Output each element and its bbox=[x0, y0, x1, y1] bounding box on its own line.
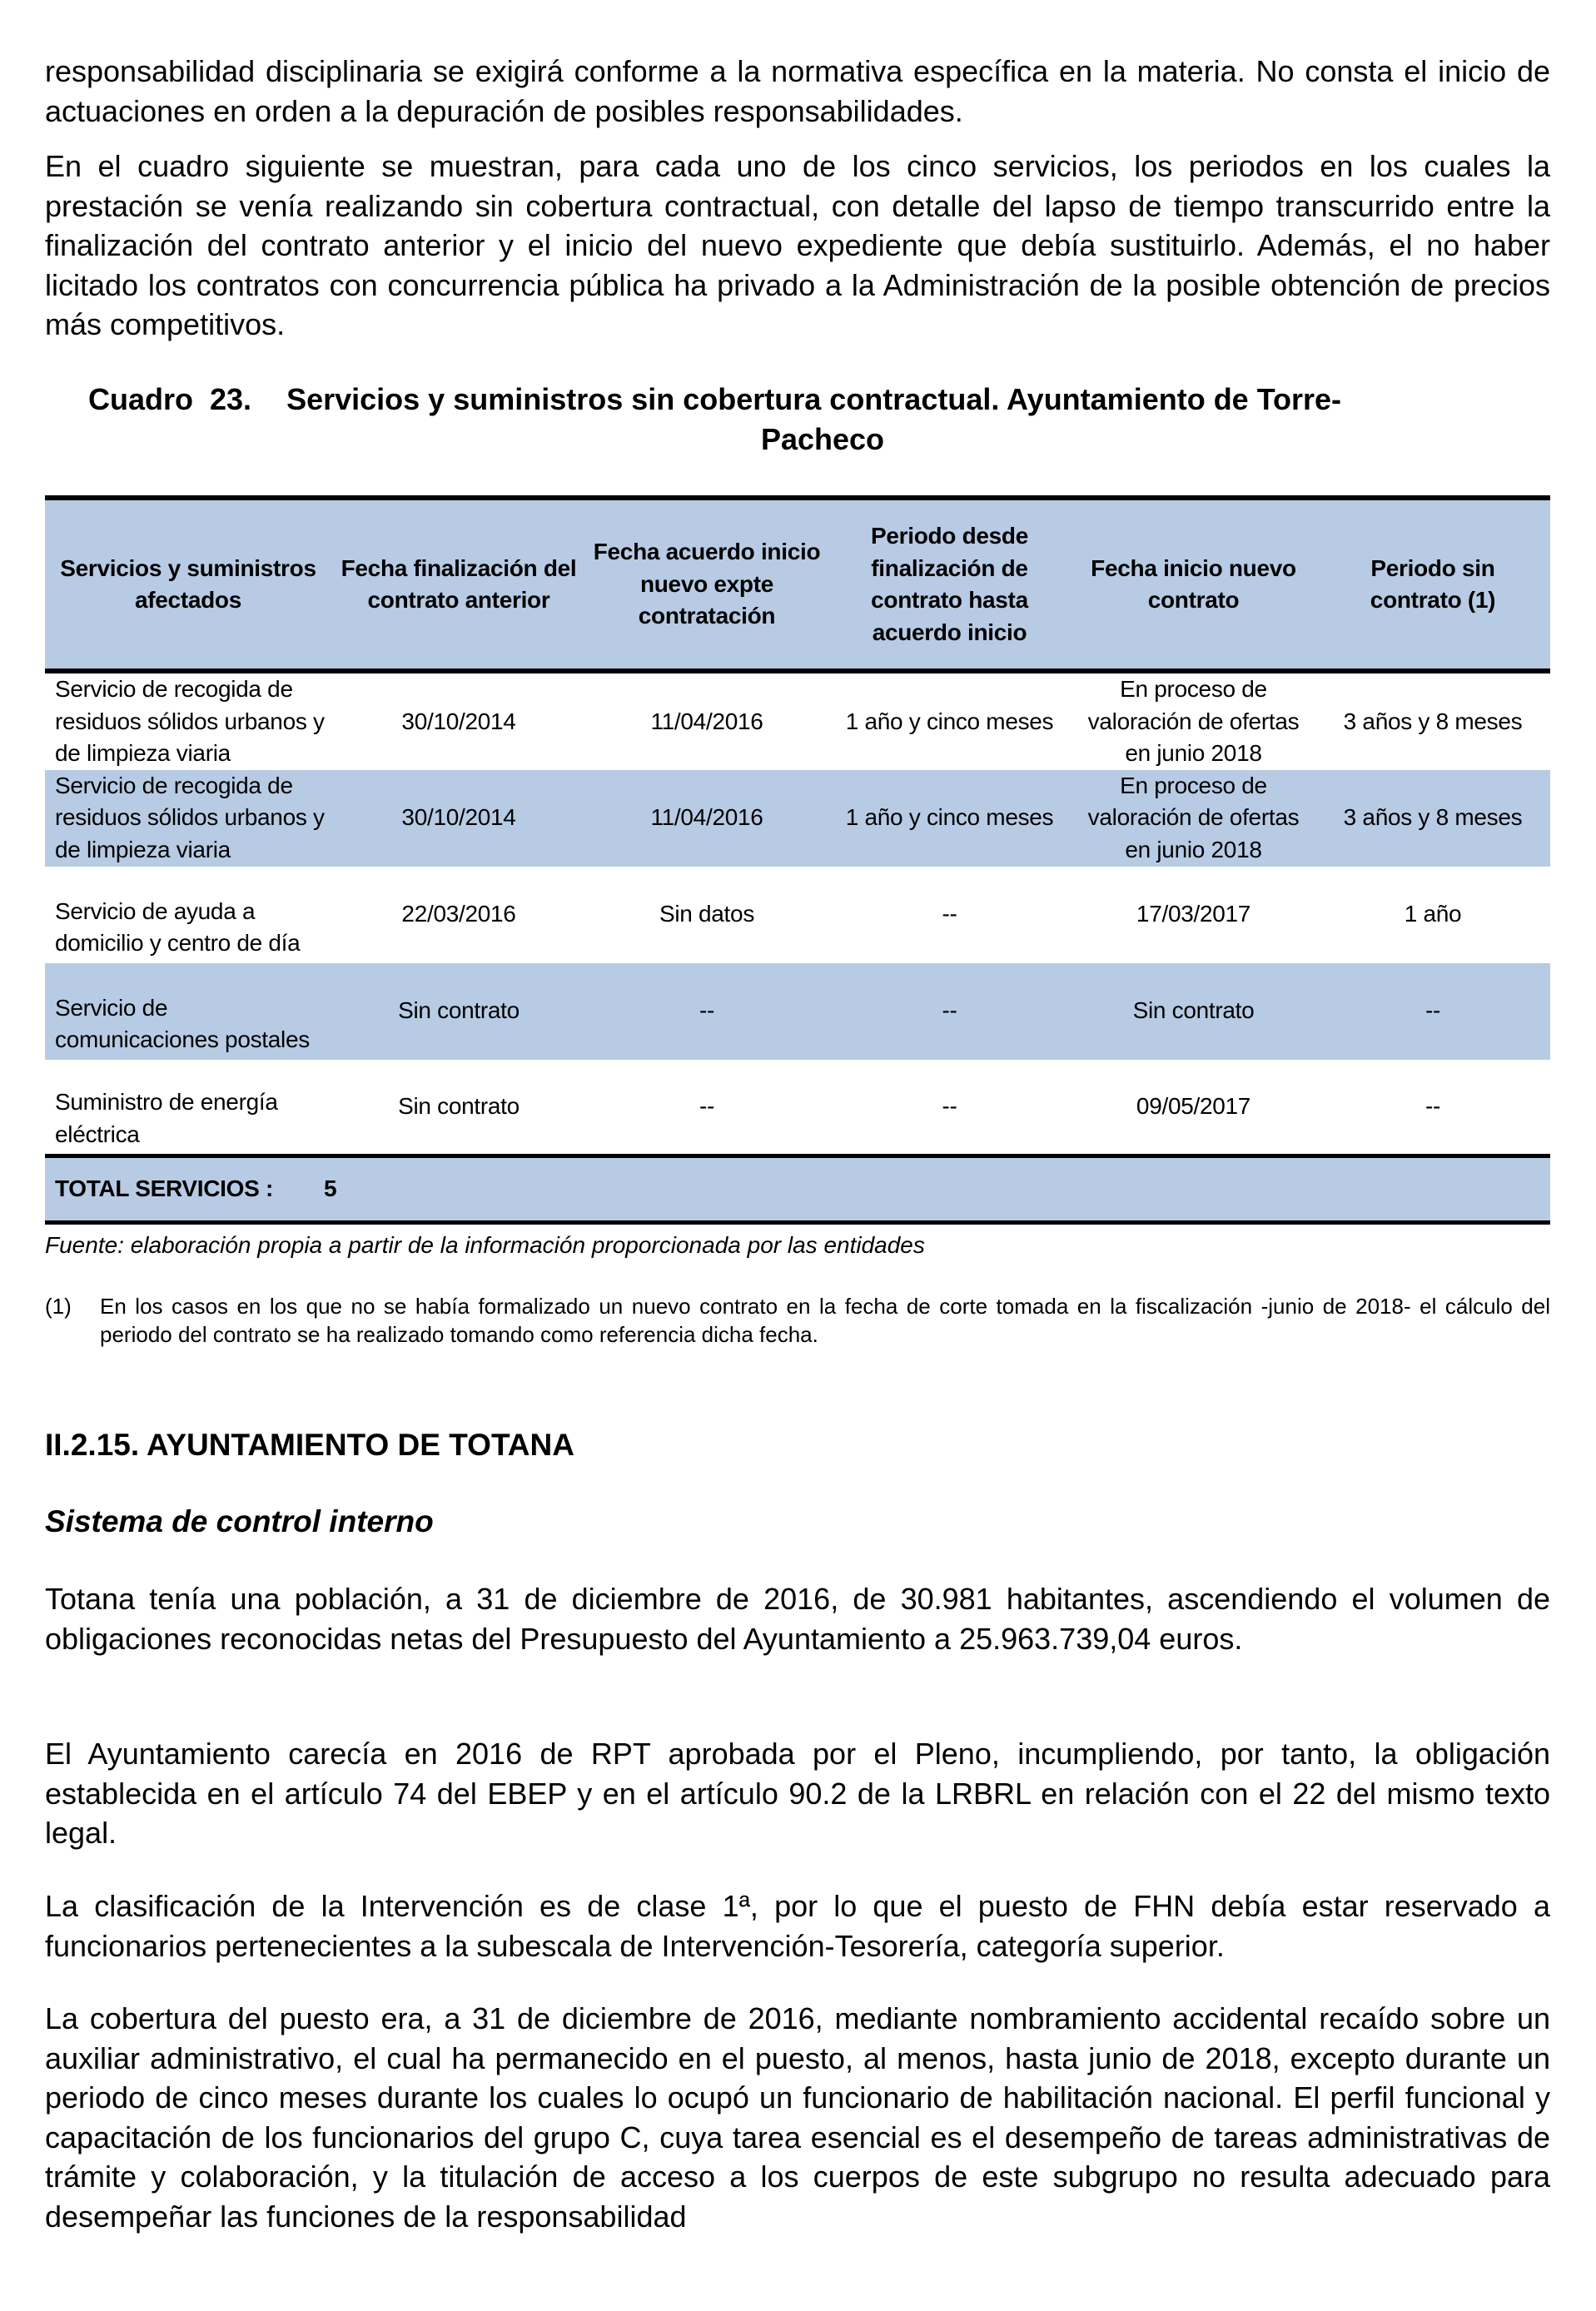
paragraph-1: responsabilidad disciplinaria se exigirá conforme a la normativa específica en la materia. No consta el inicio de actuaciones en orden a la depuración de posibles responsabilidades. bbox=[45, 54, 1550, 128]
services-table bbox=[45, 495, 1550, 1225]
table-cell: -- bbox=[942, 901, 957, 927]
table-cell: 1 año y cinco meses bbox=[845, 804, 1054, 831]
table-row bbox=[45, 671, 1550, 770]
section-heading: II.2.15. AYUNTAMIENTO DE TOTANA bbox=[45, 1428, 574, 1462]
footnote-number: (1) bbox=[45, 1294, 72, 1319]
table-cell: -- bbox=[1424, 997, 1441, 1024]
paragraph-2: En el cuadro siguiente se muestran, para cada uno de los cinco servicios, los periodos en los cuales la prestación se venía realizando sin cobertura contractual, con detalle del lapso de tiempo transcurrido entre la finalización del contrato anterior y el inicio del nuevo expediente que debía sustituirlo. Además, el no haber licitado los contratos con concurrencia pública ha privado a la Administración de la posible obtención de precios más competitivos. bbox=[45, 149, 1550, 341]
table-total-row bbox=[45, 1156, 1550, 1223]
table-cell: -- bbox=[1424, 1093, 1441, 1119]
table-cell: 09/05/2017 bbox=[1136, 1093, 1251, 1119]
table-cell: 1 año y cinco meses bbox=[845, 708, 1054, 734]
column-header-period-without-contract: Periodo sin contrato (1) bbox=[1315, 498, 1550, 671]
table-header-row bbox=[45, 498, 1550, 671]
table-cell: 11/04/2016 bbox=[650, 708, 763, 734]
table-cell: 11/04/2016 bbox=[650, 804, 763, 831]
table-cell: Sin contrato bbox=[398, 997, 520, 1024]
table-cell: -- bbox=[699, 997, 715, 1024]
total-value: 5 bbox=[324, 1175, 337, 1202]
column-header-end-date: Fecha finalización del contrato anterior bbox=[331, 498, 586, 671]
table-source: Fuente: elaboración propia a partir de la información proporcionada por las entidades bbox=[45, 1232, 925, 1258]
table-total-cell bbox=[45, 1156, 1550, 1223]
table-cell: 30/10/2014 bbox=[401, 804, 516, 831]
table-cell-service: Servicio de recogida de residuos sólidos urbanos y de limpieza viaria bbox=[55, 772, 325, 862]
table-cell-service: Servicio de comunicaciones postales bbox=[55, 994, 310, 1052]
table-cell: 1 año bbox=[1404, 901, 1462, 927]
table-cell: 22/03/2016 bbox=[401, 901, 516, 927]
table-cell-service: Servicio de recogida de residuos sólidos urbanos y de limpieza viaria bbox=[55, 676, 325, 766]
table-cell: Sin contrato bbox=[1132, 997, 1255, 1024]
paragraph-3: Totana tenía una población, a 31 de diciembre de 2016, de 30.981 habitantes, ascendiendo el volumen de obligaciones reconocidas netas del Presupuesto del Ayuntamiento a 25.963.739,04 euros. bbox=[45, 1582, 1550, 1656]
table-caption-label: Cuadro 23. bbox=[88, 382, 252, 416]
subsection-heading: Sistema de control interno bbox=[45, 1504, 434, 1538]
table-caption-title-line2: Pacheco bbox=[760, 422, 885, 456]
table-cell: En proceso de valoración de ofertas en junio 2018 bbox=[1087, 772, 1300, 862]
table-cell-service: Servicio de ayuda a domicilio y centro de día bbox=[55, 897, 301, 956]
table-cell: En proceso de valoración de ofertas en junio 2018 bbox=[1087, 676, 1300, 766]
paragraph-4: El Ayuntamiento carecía en 2016 de RPT aprobada por el Pleno, incumpliendo, por tanto, la obligación establecida en el artículo 74 del EBEP y en el artículo 90.2 de la LRBRL en relación con el 22 del mismo texto legal. bbox=[45, 1737, 1550, 1850]
table-cell: 30/10/2014 bbox=[401, 708, 516, 734]
table-cell: Sin datos bbox=[659, 901, 755, 927]
table-cell: -- bbox=[699, 1093, 715, 1119]
paragraph-6: La cobertura del puesto era, a 31 de diciembre de 2016, mediante nombramiento accidental recaído sobre un auxiliar administrativo, el cual ha permanecido en el puesto, al menos, hasta junio de 2018, excepto durante un periodo de cinco meses durante los cuales lo ocupó un funcionario de habilitación nacional. El perfil funcional y capacitación de los funcionarios del grupo C, cuya tarea esencial es el desempeño de tareas administrativas de trámite y colaboración, y la titulación de acceso a los cuerpos de este subgrupo no resulta adecuado para desempeñar las funciones de la responsabilidad bbox=[45, 2001, 1550, 2234]
table-cell: 17/03/2017 bbox=[1136, 901, 1251, 927]
table-row bbox=[45, 770, 1550, 867]
column-header-new-contract-date: Fecha inicio nuevo contrato bbox=[1071, 498, 1315, 671]
column-header-services: Servicios y suministros afectados bbox=[45, 498, 331, 671]
table-cell: Sin contrato bbox=[398, 1093, 520, 1119]
table-footnote bbox=[45, 1292, 1550, 1349]
column-header-period-to-agreement: Periodo desde finalización de contrato hasta acuerdo inicio bbox=[828, 498, 1071, 671]
table-cell: -- bbox=[942, 1093, 957, 1119]
footnote-text: En los casos en los que no se había formalizado un nuevo contrato en la fecha de corte tomada en la fiscalización -junio de 2018- el cálculo del periodo del contrato se ha realizado tomando como referencia dicha fecha. bbox=[100, 1294, 1550, 1347]
column-header-agreement-date: Fecha acuerdo inicio nuevo expte contratación bbox=[586, 498, 828, 671]
table-cell: 3 años y 8 meses bbox=[1343, 804, 1523, 831]
table-caption-title-line1: Servicios y suministros sin cobertura contractual. Ayuntamiento de Torre- bbox=[286, 382, 1342, 416]
table-cell: -- bbox=[942, 997, 957, 1024]
table-cell-service: Suministro de energía eléctrica bbox=[55, 1089, 278, 1147]
table-caption bbox=[45, 380, 1550, 460]
table-row bbox=[45, 1060, 1550, 1156]
table-row bbox=[45, 963, 1550, 1060]
table-cell: 3 años y 8 meses bbox=[1343, 708, 1523, 734]
total-label: TOTAL SERVICIOS : bbox=[55, 1175, 273, 1202]
paragraph-5: La clasificación de la Intervención es de clase 1ª, por lo que el puesto de FHN debía estar reservado a funcionarios pertenecientes a la subescala de Intervención-Tesorería, categoría superior. bbox=[45, 1889, 1550, 1963]
table-row bbox=[45, 867, 1550, 963]
